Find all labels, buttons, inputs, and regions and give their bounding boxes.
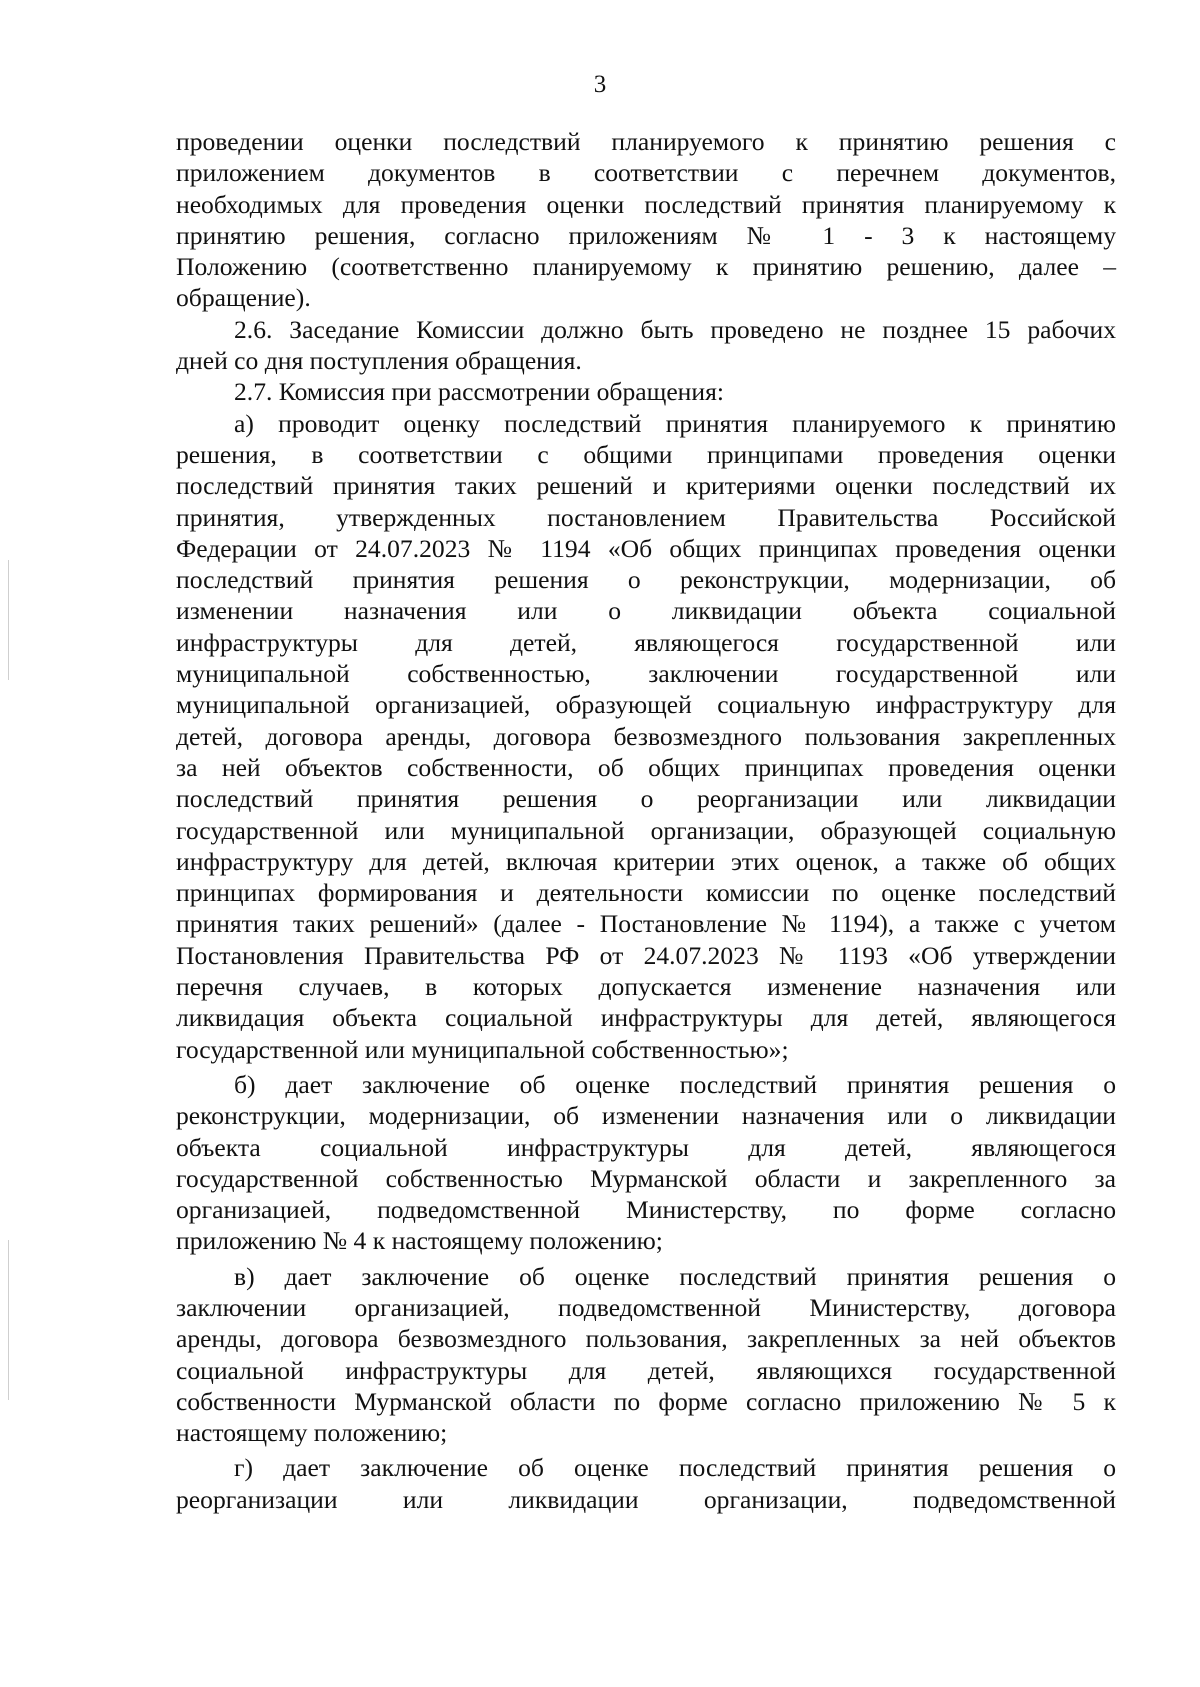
text-line: г) дает заключение об оценке последствий принятия решения о <box>234 1453 1116 1483</box>
text-line: б) дает заключение об оценке последствий принятия решения о <box>234 1069 1116 1099</box>
text-line: а) проводит оценку последствий принятия планируемого к принятию <box>234 408 1116 438</box>
text-line: государственной или муниципальной собственностью»; <box>176 1034 789 1064</box>
text-line: последствий принятия таких решений и критериями оценки последствий их <box>176 471 1116 501</box>
text-line: реорганизации или ликвидации организации, подведомственной <box>176 1484 1116 1514</box>
text-line: 2.7. Комиссия при рассмотрении обращения: <box>234 377 724 407</box>
text-line: Постановления Правительства РФ от 24.07.2023 № 1193 «Об утверждении <box>176 940 1116 970</box>
text-line: принятия, утвержденных постановлением Правительства Российской <box>176 502 1116 532</box>
text-line: за ней объектов собственности, об общих принципах проведения оценки <box>176 752 1116 782</box>
text-line: объекта социальной инфраструктуры для детей, являющегося <box>176 1132 1116 1162</box>
text-line: реконструкции, модернизации, об изменении назначения или о ликвидации <box>176 1101 1116 1131</box>
paragraph-item-a <box>176 408 1116 1065</box>
text-line: аренды, договора безвозмездного пользования, закрепленных за ней объектов <box>176 1324 1116 1354</box>
text-line: принятию решения, согласно приложениям № 1 - 3 к настоящему <box>176 220 1116 250</box>
document-body <box>176 126 1116 1515</box>
text-line: настоящему положению; <box>176 1418 448 1448</box>
text-line: заключении организацией, подведомственной Министерству, договора <box>176 1292 1116 1322</box>
paragraph-item-v <box>176 1261 1116 1449</box>
paragraph-item-g <box>176 1452 1116 1515</box>
text-line: в) дает заключение об оценке последствий принятия решения о <box>234 1261 1116 1291</box>
paragraph-2-6 <box>176 314 1116 377</box>
text-line: приложению № 4 к настоящему положению; <box>176 1226 663 1256</box>
text-line: обращение). <box>176 283 311 313</box>
text-line: детей, договора аренды, договора безвозмездного пользования закрепленных <box>176 721 1116 751</box>
text-line: решения, в соответствии с общими принципами проведения оценки <box>176 439 1116 469</box>
text-line: проведении оценки последствий планируемого к принятию решения с <box>176 127 1116 156</box>
text-line: 2.6. Заседание Комиссии должно быть проведено не позднее 15 рабочих <box>234 314 1116 344</box>
text-line: приложением документов в соответствии с перечнем документов, <box>176 158 1116 188</box>
text-line: ликвидация объекта социальной инфраструктуры для детей, являющегося <box>176 1003 1116 1033</box>
page-number: 3 <box>593 71 607 98</box>
text-line: государственной собственностью Мурманской области и закрепленного за <box>176 1163 1116 1193</box>
text-line: изменении назначения или о ликвидации объекта социальной <box>176 596 1116 626</box>
text-line: муниципальной организацией, образующей социальную инфраструктуру для <box>176 690 1116 720</box>
text-line: инфраструктуру для детей, включая критерии этих оценок, а также об общих <box>176 846 1116 876</box>
text-line: организацией, подведомственной Министерству, по форме согласно <box>176 1195 1116 1225</box>
text-line: социальной инфраструктуры для детей, являющихся государственной <box>176 1355 1116 1385</box>
text-line: перечня случаев, в которых допускается изменение назначения или <box>176 972 1116 1002</box>
paragraph-continuation <box>176 126 1116 314</box>
text-line: последствий принятия решения о реконструкции, модернизации, об <box>176 565 1116 595</box>
text-line: необходимых для проведения оценки последствий принятия планируемому к <box>176 189 1116 219</box>
text-line: собственности Мурманской области по форме согласно приложению № 5 к <box>176 1386 1116 1416</box>
scan-artifact <box>8 1240 9 1400</box>
text-line: муниципальной собственностью, заключении государственной или <box>176 659 1116 689</box>
text-line: принятия таких решений» (далее - Постановление № 1194), а также с учетом <box>176 909 1116 939</box>
text-line: инфраструктуры для детей, являющегося государственной или <box>176 627 1116 657</box>
text-line: Положению (соответственно планируемому к принятию решению, далее – <box>176 252 1116 282</box>
scan-artifact <box>8 560 9 680</box>
text-line: дней со дня поступления обращения. <box>176 346 582 376</box>
text-line: принципах формирования и деятельности комиссии по оценке последствий <box>176 878 1116 908</box>
paragraph-2-7 <box>176 376 1116 407</box>
paragraph-item-b <box>176 1069 1116 1257</box>
text-line: последствий принятия решения о реорганизации или ликвидации <box>176 784 1116 814</box>
text-line: государственной или муниципальной организации, образующей социальную <box>176 815 1116 845</box>
text-line: Федерации от 24.07.2023 № 1194 «Об общих принципах проведения оценки <box>176 533 1116 563</box>
